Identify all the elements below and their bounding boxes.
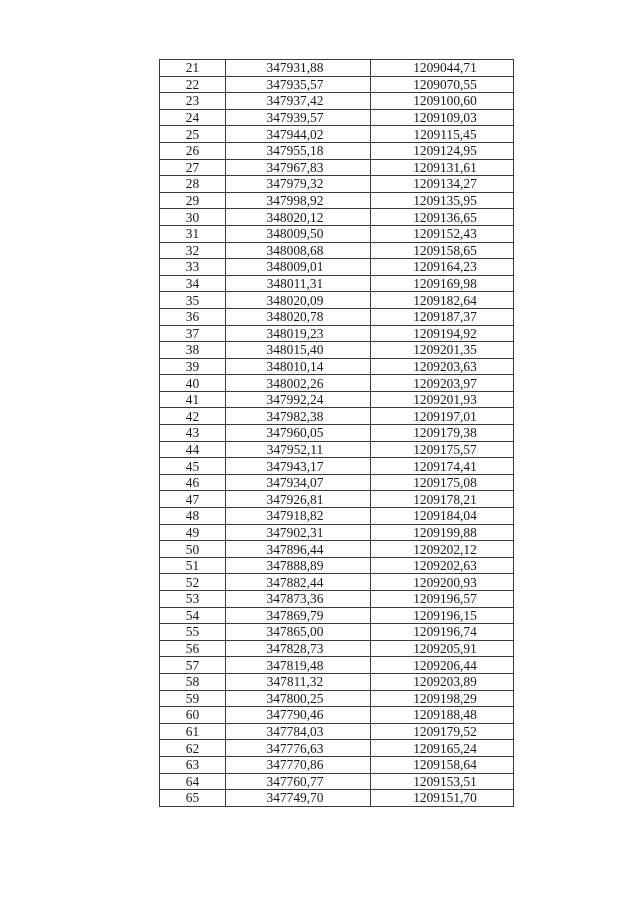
x-coordinate-cell: 348010,14 <box>226 358 371 375</box>
point-number-cell: 50 <box>160 541 226 558</box>
y-coordinate-cell: 1209153,51 <box>371 773 514 790</box>
point-number-cell: 63 <box>160 756 226 773</box>
y-coordinate-cell: 1209206,44 <box>371 657 514 674</box>
point-number-cell: 30 <box>160 209 226 226</box>
table-row <box>160 259 514 276</box>
x-coordinate-cell: 348011,31 <box>226 275 371 292</box>
y-coordinate-cell: 1209196,74 <box>371 624 514 641</box>
point-number-cell: 46 <box>160 474 226 491</box>
y-coordinate-cell: 1209184,04 <box>371 508 514 525</box>
x-coordinate-cell: 347935,57 <box>226 76 371 93</box>
x-coordinate-cell: 348009,50 <box>226 225 371 242</box>
point-number-cell: 58 <box>160 673 226 690</box>
table-row <box>160 574 514 591</box>
point-number-cell: 22 <box>160 76 226 93</box>
point-number-cell: 24 <box>160 109 226 126</box>
y-coordinate-cell: 1209175,08 <box>371 474 514 491</box>
x-coordinate-cell: 348015,40 <box>226 342 371 359</box>
table-row <box>160 690 514 707</box>
table-row <box>160 657 514 674</box>
table-row <box>160 225 514 242</box>
x-coordinate-cell: 347882,44 <box>226 574 371 591</box>
table-row <box>160 325 514 342</box>
x-coordinate-cell: 347811,32 <box>226 673 371 690</box>
y-coordinate-cell: 1209136,65 <box>371 209 514 226</box>
x-coordinate-cell: 347888,89 <box>226 557 371 574</box>
point-number-cell: 28 <box>160 176 226 193</box>
table-row <box>160 624 514 641</box>
x-coordinate-cell: 348008,68 <box>226 242 371 259</box>
table-row <box>160 109 514 126</box>
table-row <box>160 391 514 408</box>
x-coordinate-cell: 347800,25 <box>226 690 371 707</box>
x-coordinate-cell: 347776,63 <box>226 740 371 757</box>
table-row <box>160 707 514 724</box>
table-row <box>160 292 514 309</box>
x-coordinate-cell: 347955,18 <box>226 142 371 159</box>
table-row <box>160 474 514 491</box>
y-coordinate-cell: 1209044,71 <box>371 60 514 77</box>
table-row <box>160 541 514 558</box>
point-number-cell: 35 <box>160 292 226 309</box>
x-coordinate-cell: 347967,83 <box>226 159 371 176</box>
point-number-cell: 21 <box>160 60 226 77</box>
x-coordinate-cell: 347952,11 <box>226 441 371 458</box>
table-row <box>160 76 514 93</box>
point-number-cell: 34 <box>160 275 226 292</box>
point-number-cell: 57 <box>160 657 226 674</box>
x-coordinate-cell: 347760,77 <box>226 773 371 790</box>
point-number-cell: 38 <box>160 342 226 359</box>
y-coordinate-cell: 1209196,15 <box>371 607 514 624</box>
y-coordinate-cell: 1209100,60 <box>371 93 514 110</box>
table-row <box>160 591 514 608</box>
point-number-cell: 41 <box>160 391 226 408</box>
x-coordinate-cell: 348020,12 <box>226 209 371 226</box>
x-coordinate-cell: 347939,57 <box>226 109 371 126</box>
table-row <box>160 790 514 807</box>
x-coordinate-cell: 347790,46 <box>226 707 371 724</box>
point-number-cell: 43 <box>160 425 226 442</box>
point-number-cell: 27 <box>160 159 226 176</box>
y-coordinate-cell: 1209199,88 <box>371 524 514 541</box>
y-coordinate-cell: 1209151,70 <box>371 790 514 807</box>
x-coordinate-cell: 347931,88 <box>226 60 371 77</box>
y-coordinate-cell: 1209203,97 <box>371 375 514 392</box>
y-coordinate-cell: 1209175,57 <box>371 441 514 458</box>
table-row <box>160 441 514 458</box>
point-number-cell: 49 <box>160 524 226 541</box>
x-coordinate-cell: 348020,78 <box>226 308 371 325</box>
table-row <box>160 408 514 425</box>
table-row <box>160 773 514 790</box>
table-row <box>160 508 514 525</box>
x-coordinate-cell: 347943,17 <box>226 458 371 475</box>
point-number-cell: 36 <box>160 308 226 325</box>
x-coordinate-cell: 347819,48 <box>226 657 371 674</box>
x-coordinate-cell: 347770,86 <box>226 756 371 773</box>
table-row <box>160 375 514 392</box>
x-coordinate-cell: 348020,09 <box>226 292 371 309</box>
x-coordinate-cell: 347944,02 <box>226 126 371 143</box>
point-number-cell: 26 <box>160 142 226 159</box>
point-number-cell: 62 <box>160 740 226 757</box>
x-coordinate-cell: 347979,32 <box>226 176 371 193</box>
table-row <box>160 358 514 375</box>
point-number-cell: 45 <box>160 458 226 475</box>
y-coordinate-cell: 1209187,37 <box>371 308 514 325</box>
y-coordinate-cell: 1209182,64 <box>371 292 514 309</box>
table-row <box>160 275 514 292</box>
table-row <box>160 242 514 259</box>
y-coordinate-cell: 1209198,29 <box>371 690 514 707</box>
coordinates-table-body <box>160 60 514 807</box>
y-coordinate-cell: 1209158,65 <box>371 242 514 259</box>
point-number-cell: 52 <box>160 574 226 591</box>
x-coordinate-cell: 347865,00 <box>226 624 371 641</box>
coordinates-table <box>159 59 514 807</box>
table-row <box>160 524 514 541</box>
y-coordinate-cell: 1209131,61 <box>371 159 514 176</box>
y-coordinate-cell: 1209201,93 <box>371 391 514 408</box>
y-coordinate-cell: 1209174,41 <box>371 458 514 475</box>
table-row <box>160 458 514 475</box>
y-coordinate-cell: 1209194,92 <box>371 325 514 342</box>
point-number-cell: 60 <box>160 707 226 724</box>
y-coordinate-cell: 1209109,03 <box>371 109 514 126</box>
point-number-cell: 39 <box>160 358 226 375</box>
y-coordinate-cell: 1209200,93 <box>371 574 514 591</box>
x-coordinate-cell: 348019,23 <box>226 325 371 342</box>
y-coordinate-cell: 1209134,27 <box>371 176 514 193</box>
x-coordinate-cell: 347873,36 <box>226 591 371 608</box>
table-row <box>160 159 514 176</box>
x-coordinate-cell: 348002,26 <box>226 375 371 392</box>
y-coordinate-cell: 1209202,12 <box>371 541 514 558</box>
point-number-cell: 64 <box>160 773 226 790</box>
y-coordinate-cell: 1209164,23 <box>371 259 514 276</box>
x-coordinate-cell: 347749,70 <box>226 790 371 807</box>
x-coordinate-cell: 347896,44 <box>226 541 371 558</box>
x-coordinate-cell: 347992,24 <box>226 391 371 408</box>
table-row <box>160 209 514 226</box>
y-coordinate-cell: 1209158,64 <box>371 756 514 773</box>
point-number-cell: 59 <box>160 690 226 707</box>
point-number-cell: 48 <box>160 508 226 525</box>
point-number-cell: 56 <box>160 640 226 657</box>
x-coordinate-cell: 347998,92 <box>226 192 371 209</box>
table-row <box>160 60 514 77</box>
table-row <box>160 308 514 325</box>
table-row <box>160 176 514 193</box>
y-coordinate-cell: 1209203,89 <box>371 673 514 690</box>
table-row <box>160 126 514 143</box>
x-coordinate-cell: 347982,38 <box>226 408 371 425</box>
y-coordinate-cell: 1209169,98 <box>371 275 514 292</box>
y-coordinate-cell: 1209203,63 <box>371 358 514 375</box>
point-number-cell: 31 <box>160 225 226 242</box>
table-row <box>160 673 514 690</box>
table-row <box>160 93 514 110</box>
x-coordinate-cell: 347784,03 <box>226 723 371 740</box>
y-coordinate-cell: 1209197,01 <box>371 408 514 425</box>
point-number-cell: 29 <box>160 192 226 209</box>
point-number-cell: 33 <box>160 259 226 276</box>
table-row <box>160 723 514 740</box>
y-coordinate-cell: 1209202,63 <box>371 557 514 574</box>
point-number-cell: 51 <box>160 557 226 574</box>
y-coordinate-cell: 1209205,91 <box>371 640 514 657</box>
x-coordinate-cell: 347869,79 <box>226 607 371 624</box>
x-coordinate-cell: 347937,42 <box>226 93 371 110</box>
point-number-cell: 61 <box>160 723 226 740</box>
point-number-cell: 65 <box>160 790 226 807</box>
x-coordinate-cell: 348009,01 <box>226 259 371 276</box>
y-coordinate-cell: 1209152,43 <box>371 225 514 242</box>
point-number-cell: 37 <box>160 325 226 342</box>
point-number-cell: 55 <box>160 624 226 641</box>
table-row <box>160 607 514 624</box>
y-coordinate-cell: 1209179,52 <box>371 723 514 740</box>
y-coordinate-cell: 1209165,24 <box>371 740 514 757</box>
table-row <box>160 425 514 442</box>
point-number-cell: 54 <box>160 607 226 624</box>
point-number-cell: 53 <box>160 591 226 608</box>
y-coordinate-cell: 1209115,45 <box>371 126 514 143</box>
point-number-cell: 40 <box>160 375 226 392</box>
y-coordinate-cell: 1209178,21 <box>371 491 514 508</box>
table-row <box>160 740 514 757</box>
point-number-cell: 42 <box>160 408 226 425</box>
point-number-cell: 32 <box>160 242 226 259</box>
point-number-cell: 25 <box>160 126 226 143</box>
x-coordinate-cell: 347926,81 <box>226 491 371 508</box>
x-coordinate-cell: 347828,73 <box>226 640 371 657</box>
y-coordinate-cell: 1209135,95 <box>371 192 514 209</box>
table-row <box>160 557 514 574</box>
table-row <box>160 491 514 508</box>
y-coordinate-cell: 1209179,38 <box>371 425 514 442</box>
y-coordinate-cell: 1209188,48 <box>371 707 514 724</box>
table-row <box>160 192 514 209</box>
table-row <box>160 142 514 159</box>
table-row <box>160 342 514 359</box>
x-coordinate-cell: 347902,31 <box>226 524 371 541</box>
point-number-cell: 44 <box>160 441 226 458</box>
y-coordinate-cell: 1209070,55 <box>371 76 514 93</box>
table-row <box>160 640 514 657</box>
point-number-cell: 47 <box>160 491 226 508</box>
table-row <box>160 756 514 773</box>
x-coordinate-cell: 347934,07 <box>226 474 371 491</box>
y-coordinate-cell: 1209196,57 <box>371 591 514 608</box>
x-coordinate-cell: 347918,82 <box>226 508 371 525</box>
y-coordinate-cell: 1209124,95 <box>371 142 514 159</box>
x-coordinate-cell: 347960,05 <box>226 425 371 442</box>
y-coordinate-cell: 1209201,35 <box>371 342 514 359</box>
point-number-cell: 23 <box>160 93 226 110</box>
